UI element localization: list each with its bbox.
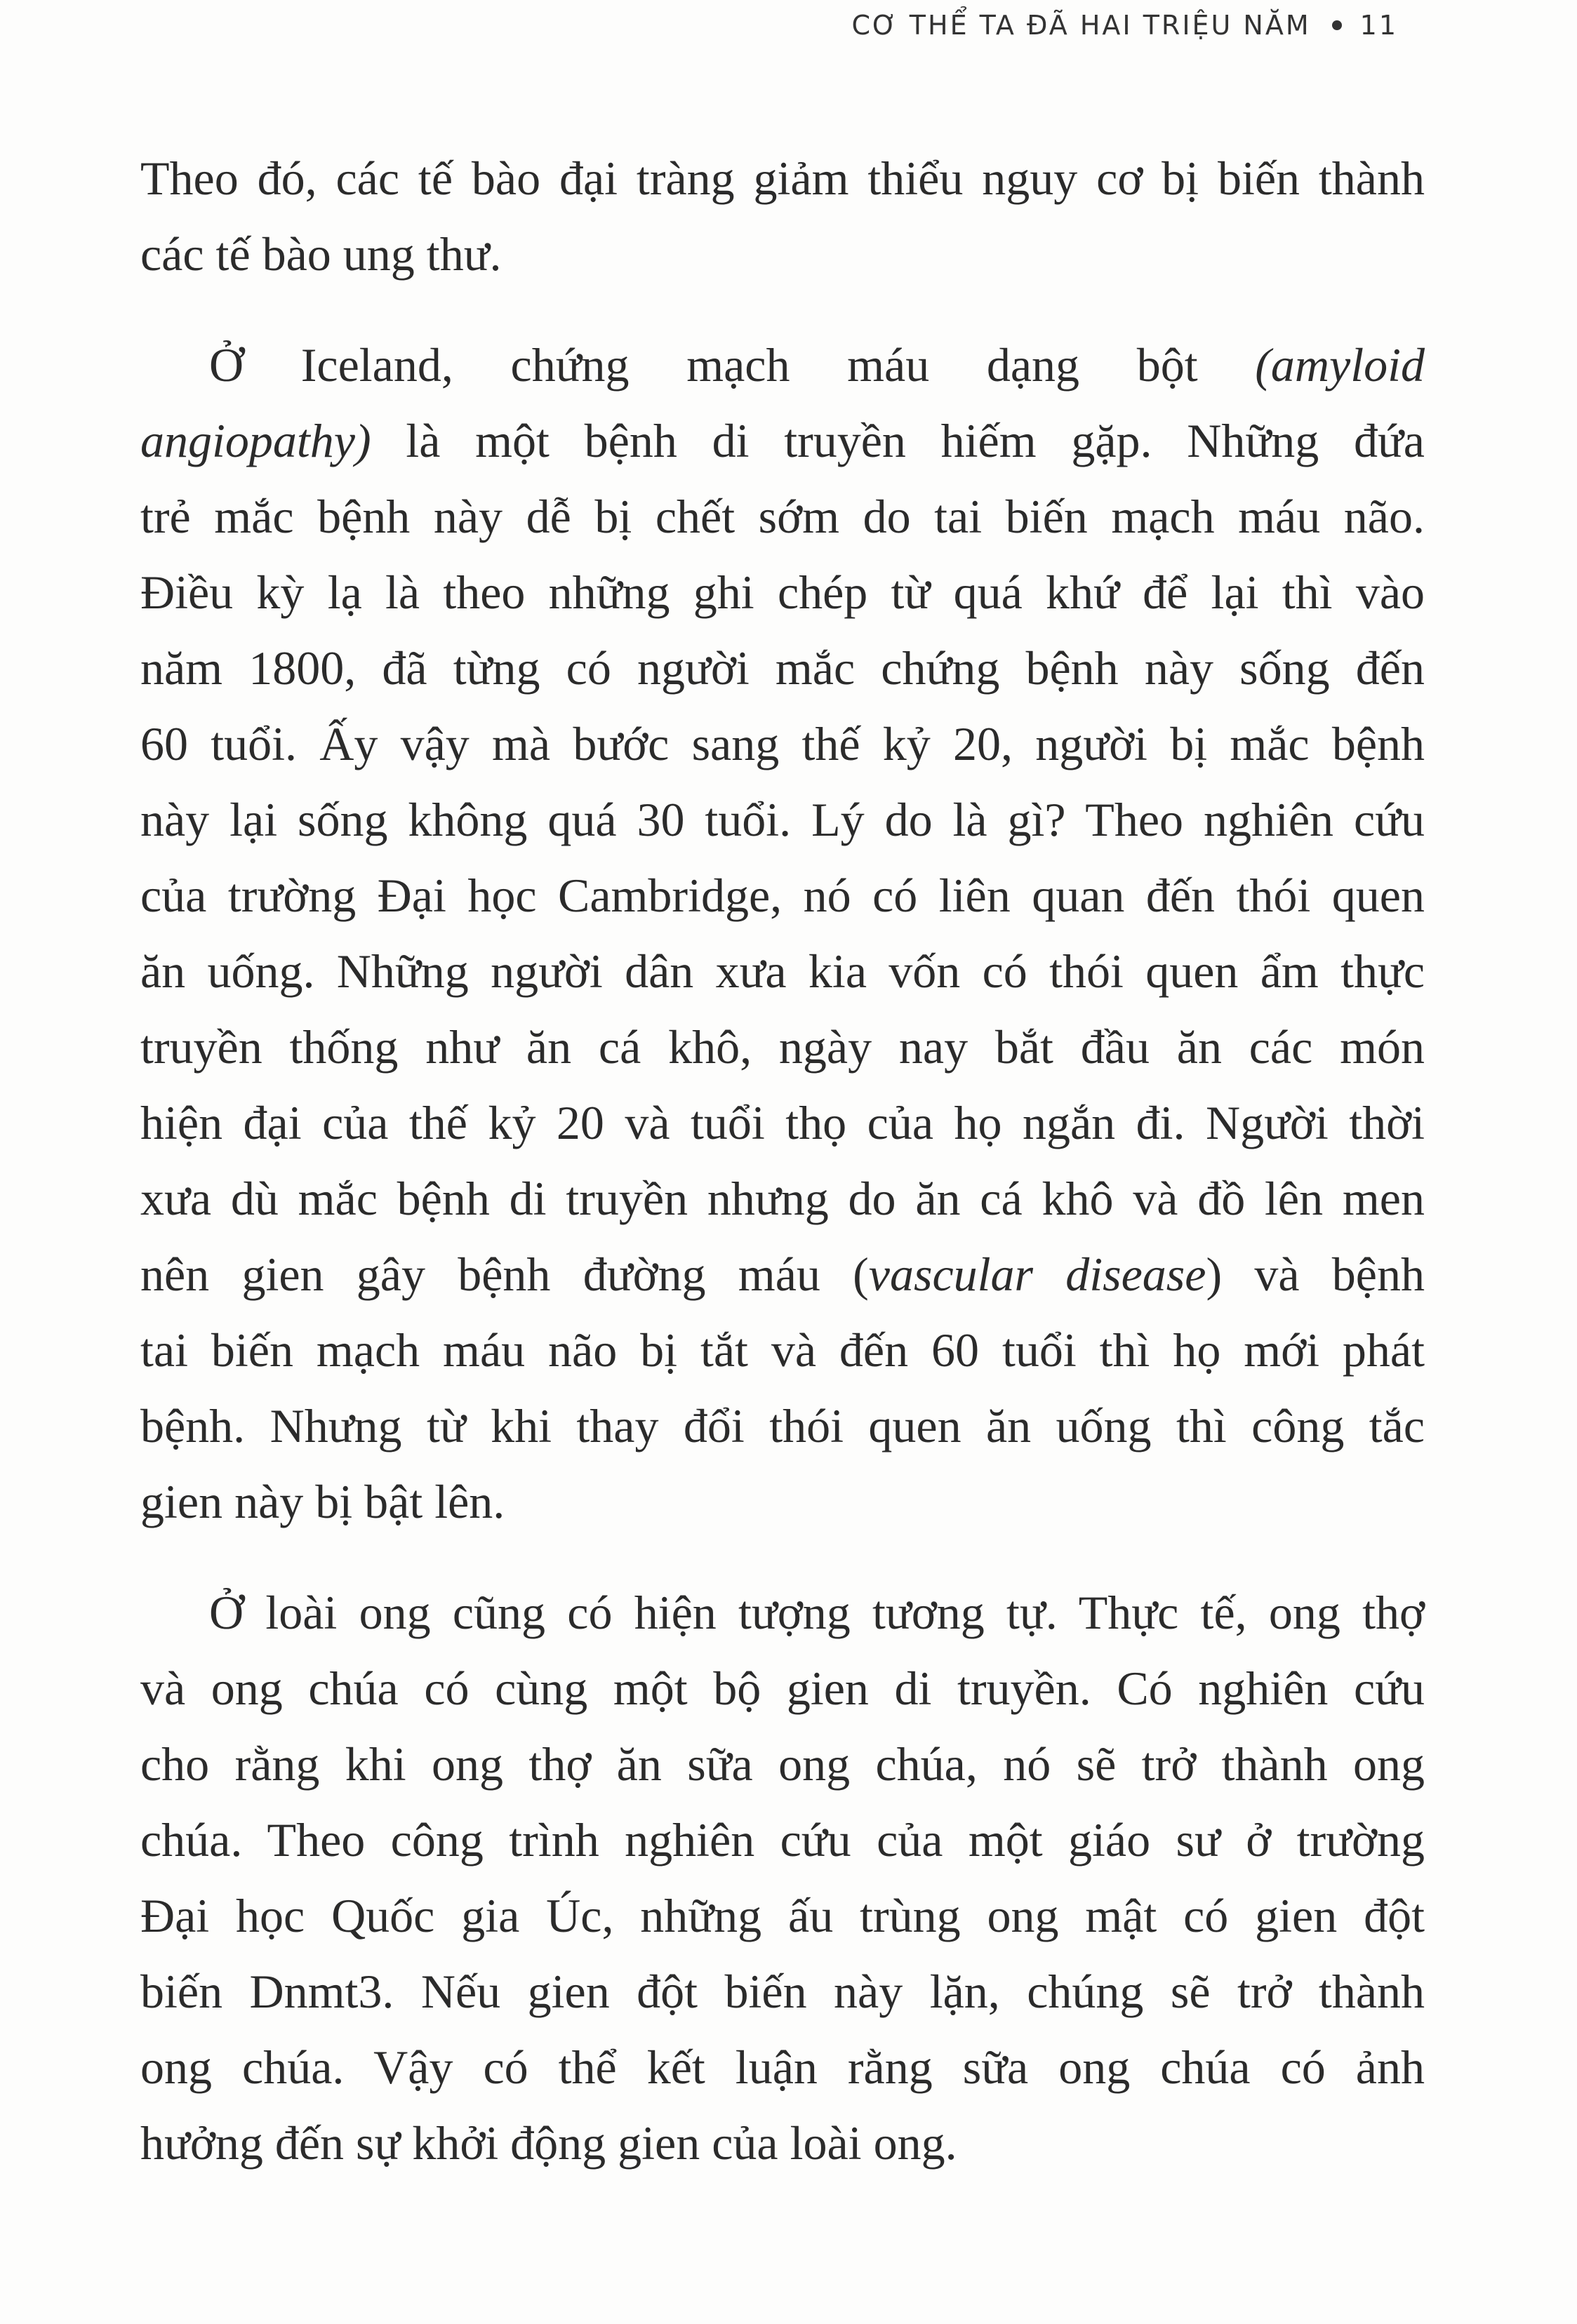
- text-line: [140, 1575, 1425, 1650]
- text-line: [140, 1726, 1425, 1802]
- body-text: [140, 140, 1425, 2181]
- italic-text-run: angiopathy): [140, 414, 371, 467]
- text-run: các tế bào ung thư.: [140, 227, 502, 281]
- text-line: [140, 1085, 1425, 1161]
- text-line: [140, 1161, 1425, 1236]
- text-run: Đại học Quốc gia Úc, những ấu trùng ong mật có gien đột: [140, 1889, 1425, 1942]
- text-line: [140, 1878, 1425, 1954]
- text-run: năm 1800, đã từng có người mắc chứng bệnh này sống đến: [140, 641, 1425, 695]
- text-run: hiện đại của thế kỷ 20 và tuổi thọ của họ ngắn đi. Người thời: [140, 1096, 1425, 1149]
- text-line: [140, 1009, 1425, 1085]
- text-line: [140, 1802, 1425, 1878]
- text-run: ) và bệnh: [1206, 1248, 1425, 1301]
- running-header-title: CƠ THỂ TA ĐÃ HAI TRIỆU NĂM: [851, 10, 1311, 41]
- text-line: [140, 554, 1425, 630]
- text-run: chúa. Theo công trình nghiên cứu của một giáo sư ở trường: [140, 1813, 1425, 1866]
- text-line: [140, 2105, 1425, 2181]
- text-line: [140, 2029, 1425, 2105]
- text-run: của trường Đại học Cambridge, nó có liên quan đến thói quen: [140, 869, 1425, 922]
- paragraph: [140, 327, 1425, 1540]
- text-run: tai biến mạch máu não bị tắt và đến 60 tuổi thì họ mới phát: [140, 1323, 1425, 1377]
- text-run: truyền thống như ăn cá khô, ngày nay bắt đầu ăn các món: [140, 1020, 1425, 1074]
- text-line: [140, 216, 1425, 292]
- text-run: Ở loài ong cũng có hiện tượng tương tự. Thực tế, ong thợ: [209, 1586, 1425, 1639]
- running-header: [851, 10, 1398, 41]
- text-run: nên gien gây bệnh đường máu (: [140, 1248, 869, 1301]
- text-line: [140, 479, 1425, 554]
- text-line: [140, 1650, 1425, 1726]
- text-line: [140, 1388, 1425, 1464]
- text-line: [140, 1464, 1425, 1540]
- page-number: 11: [1359, 10, 1398, 41]
- italic-text-run: (amyloid: [1255, 338, 1425, 392]
- text-run: 60 tuổi. Ấy vậy mà bước sang thế kỷ 20, người bị mắc bệnh: [140, 717, 1425, 770]
- text-line: [140, 1954, 1425, 2029]
- text-run: này lại sống không quá 30 tuổi. Lý do là gì? Theo nghiên cứu: [140, 793, 1425, 846]
- text-line: [140, 857, 1425, 933]
- text-run: và ong chúa có cùng một bộ gien di truyền. Có nghiên cứu: [140, 1662, 1425, 1715]
- text-line: [140, 630, 1425, 706]
- text-line: [140, 140, 1425, 216]
- text-run: Ở Iceland, chứng mạch máu dạng bột: [209, 338, 1256, 392]
- italic-text-run: vascular disease: [868, 1248, 1206, 1301]
- paragraph: [140, 140, 1425, 292]
- text-run: Điều kỳ lạ là theo những ghi chép từ quá khứ để lại thì vào: [140, 566, 1425, 619]
- text-run: cho rằng khi ong thợ ăn sữa ong chúa, nó sẽ trở thành ong: [140, 1737, 1425, 1791]
- text-run: xưa dù mắc bệnh di truyền nhưng do ăn cá khô và đồ lên men: [140, 1172, 1425, 1225]
- text-run: ong chúa. Vậy có thể kết luận rằng sữa ong chúa có ảnh: [140, 2041, 1425, 2094]
- text-run: gien này bị bật lên.: [140, 1475, 505, 1528]
- text-line: [140, 706, 1425, 782]
- text-run: biến Dnmt3. Nếu gien đột biến này lặn, chúng sẽ trở thành: [140, 1965, 1425, 2018]
- text-run: hưởng đến sự khởi động gien của loài ong.: [140, 2116, 957, 2170]
- bullet-icon: [1332, 20, 1342, 30]
- text-run: ăn uống. Những người dân xưa kia vốn có thói quen ẩm thực: [140, 944, 1425, 998]
- text-run: trẻ mắc bệnh này dễ bị chết sớm do tai biến mạch máu não.: [140, 490, 1425, 543]
- text-line: [140, 782, 1425, 857]
- text-run: Theo đó, các tế bào đại tràng giảm thiểu nguy cơ bị biến thành: [140, 152, 1425, 205]
- paragraph: [140, 1575, 1425, 2181]
- text-line: [140, 1312, 1425, 1388]
- text-line: [140, 1236, 1425, 1312]
- text-line: [140, 327, 1425, 403]
- text-run: bệnh. Nhưng từ khi thay đổi thói quen ăn uống thì công tắc: [140, 1399, 1425, 1452]
- text-line: [140, 933, 1425, 1009]
- text-line: [140, 403, 1425, 479]
- text-run: là một bệnh di truyền hiếm gặp. Những đứa: [371, 414, 1425, 467]
